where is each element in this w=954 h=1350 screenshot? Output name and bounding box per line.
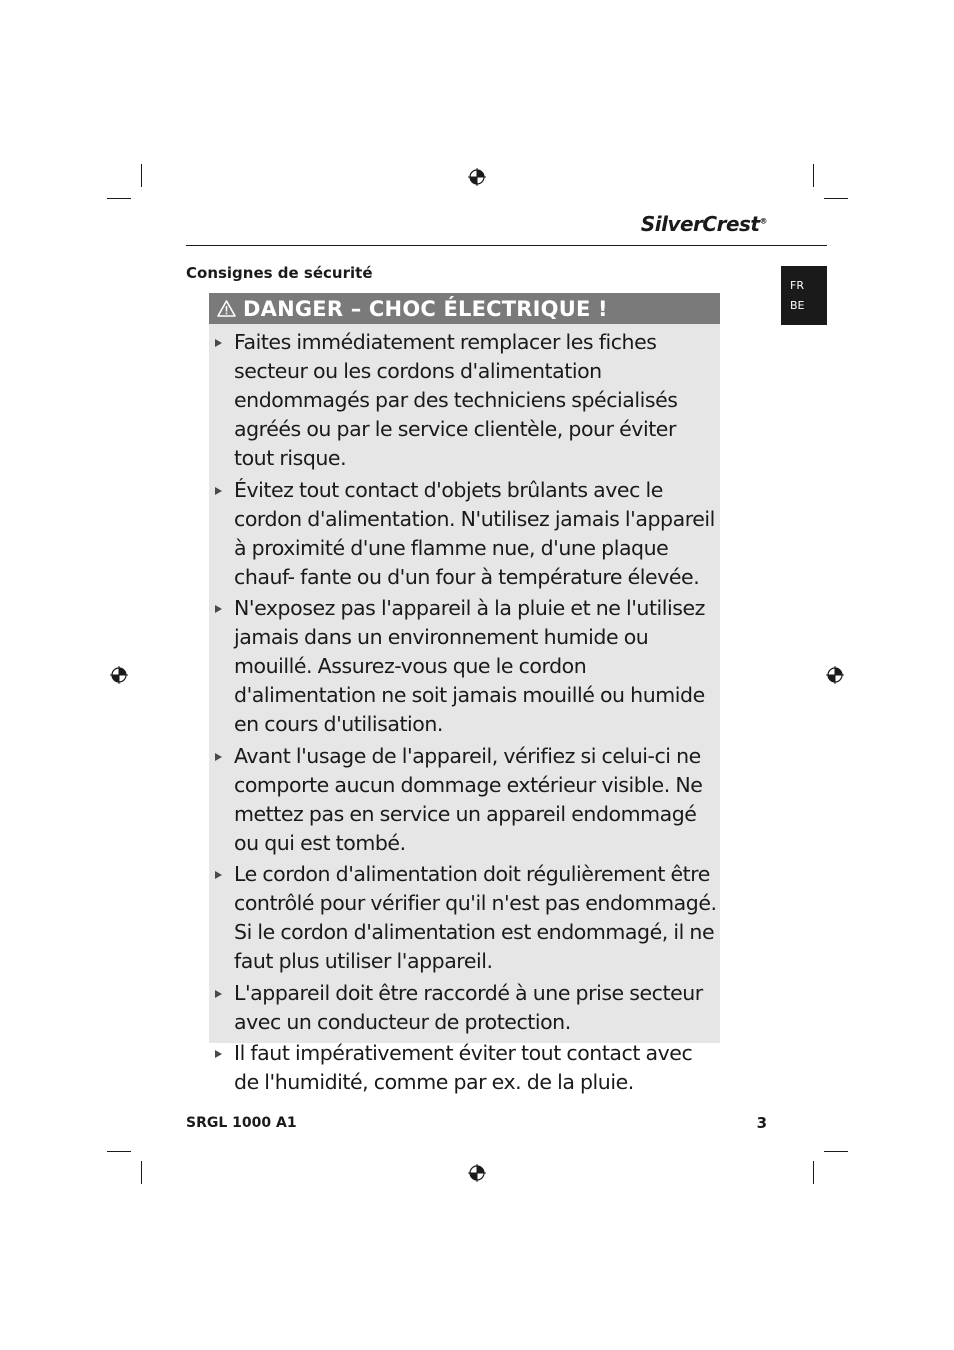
- crop-mark: [141, 164, 142, 187]
- bullet-arrow-icon: [215, 605, 222, 613]
- list-item-text: N'exposez pas l'appareil à la pluie et ne l'utilisez jamais dans un environnement humide ou mouillé. Assurez-vous que le cordon d'alimentation ne soit jamais mouillé ou humide en cours d'utilisation.: [234, 596, 705, 736]
- list-item-text: Avant l'usage de l'appareil, vérifiez si celui-ci ne comporte aucun dommage extérieur visible. Ne mettez pas en service un appareil endommagé ou qui est tombé.: [234, 743, 703, 855]
- registration-mark-icon: [468, 168, 486, 186]
- list-item-text: L'appareil doit être raccordé à une prise secteur avec un conducteur de protection.: [234, 980, 703, 1034]
- warning-title: DANGER – CHOC ÉLECTRIQUE !: [243, 296, 608, 321]
- bullet-arrow-icon: [215, 339, 222, 347]
- crop-mark: [813, 1161, 814, 1184]
- bullet-arrow-icon: [215, 753, 222, 761]
- trademark-mark: ®: [759, 216, 767, 226]
- list-item: [209, 742, 720, 858]
- warning-list: [209, 328, 720, 1100]
- crop-mark: [824, 1151, 848, 1152]
- brand-logo: [560, 212, 767, 236]
- brand-name: SilverCrest: [640, 212, 760, 236]
- list-item-text: Il faut impérativement éviter tout contact avec de l'humidité, comme par ex. de la pluie.: [234, 1041, 693, 1094]
- list-item: [209, 860, 720, 976]
- language-code-fr: FR: [790, 279, 804, 292]
- registration-mark-icon: [110, 666, 128, 684]
- list-item: [209, 979, 720, 1037]
- crop-mark: [107, 1151, 131, 1152]
- page-number: 3: [756, 1114, 767, 1132]
- list-item: [209, 1039, 720, 1097]
- list-item-text: Le cordon d'alimentation doit régulièrement être contrôlé pour vérifier qu'il n'est pas endommagé. Si le cordon d'alimentation est endommagé, il ne faut plus utiliser l'appareil.: [234, 862, 717, 973]
- bullet-arrow-icon: [215, 1050, 222, 1058]
- header-rule: [186, 245, 827, 246]
- list-item: [209, 594, 720, 739]
- language-code-be: BE: [790, 299, 805, 312]
- warning-header: [209, 293, 720, 324]
- section-title: Consignes de sécurité: [186, 264, 373, 282]
- list-item: [209, 328, 720, 473]
- model-number: SRGL 1000 A1: [186, 1115, 297, 1131]
- crop-mark: [141, 1161, 142, 1184]
- list-item-text: Faites immédiatement remplacer les fiches secteur ou les cordons d'alimentation endommagés par des techniciens spécialisés agréés ou par le service clientèle, pour éviter tout risque.: [234, 330, 678, 470]
- list-item-text: Évitez tout contact d'objets brûlants avec le cordon d'alimentation. N'utilisez jamais l'appareil à proximité d'une flamme nue, d'une plaque chauf- fante ou d'un four à température élevée.: [234, 477, 715, 589]
- language-tab: [781, 266, 827, 325]
- bullet-arrow-icon: [215, 487, 222, 495]
- registration-mark-icon: [468, 1164, 486, 1182]
- danger-warning-box: [209, 293, 720, 1094]
- bullet-arrow-icon: [215, 871, 222, 879]
- warning-triangle-icon: [217, 300, 236, 317]
- crop-mark: [107, 198, 131, 199]
- crop-mark: [813, 164, 814, 187]
- crop-mark: [824, 198, 848, 199]
- list-item: [209, 476, 720, 592]
- bullet-arrow-icon: [215, 990, 222, 998]
- registration-mark-icon: [826, 666, 844, 684]
